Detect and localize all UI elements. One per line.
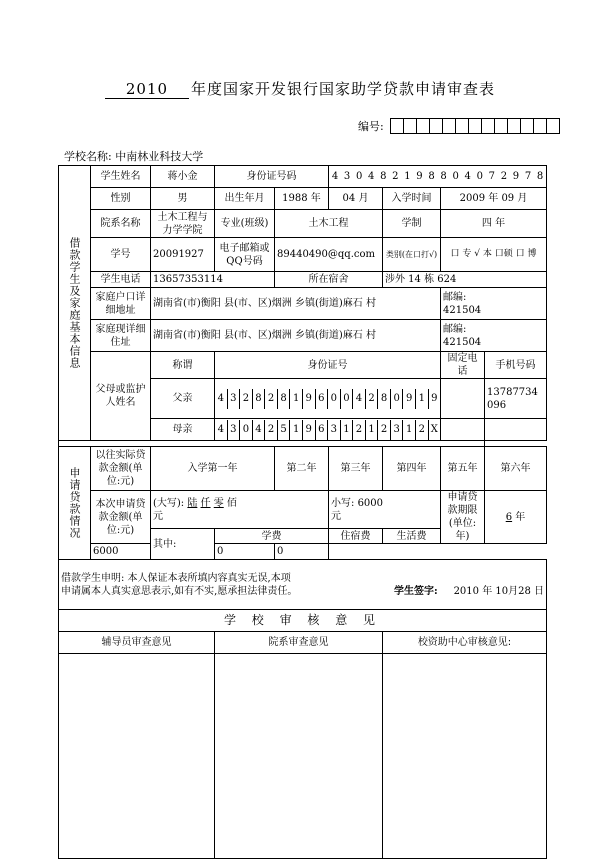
label-tuition: 学费: [215, 529, 329, 544]
prev-year-4: 第四年: [383, 447, 441, 491]
father-id-digit-7: 1: [290, 389, 303, 409]
father-id-digit-14: 8: [378, 389, 391, 409]
label-phone: 学生电话: [91, 272, 151, 288]
application-table: [58, 165, 547, 859]
review-center-space[interactable]: [383, 654, 547, 859]
serial-boxes[interactable]: [390, 118, 560, 134]
label-fixed-phone: 固定电话: [441, 352, 485, 379]
father-id-digit-18: 9: [431, 392, 438, 404]
prev-year-3: 第三年: [329, 447, 383, 491]
enroll-date: 2009 年 09 月: [441, 188, 547, 210]
declaration: [59, 560, 547, 610]
mother-id-digit-14: 2: [378, 420, 391, 440]
birth-month: 04 月: [329, 188, 383, 210]
student-id-digit-12: 4: [464, 171, 471, 182]
mother-id-digit-6: 5: [278, 420, 291, 440]
prev-year-5: 第五年: [441, 447, 485, 491]
mother-id-digit-4: 4: [253, 420, 266, 440]
student-id-digit-2: 3: [343, 171, 351, 182]
title-text: 年度国家开发银行国家助学贷款申请审查表: [190, 80, 495, 98]
father-id-digit-6: 8: [278, 389, 291, 409]
father-id-digit-13: 2: [366, 389, 379, 409]
label-dorm-fee: 住宿费: [329, 529, 383, 544]
mother-id-digit-8: 9: [303, 420, 316, 440]
section-loan-info: 申请贷款情况: [59, 447, 91, 560]
tuition-value: 6000: [91, 544, 215, 560]
mother-id-digit-5: 2: [265, 420, 278, 440]
mother-id-digit-1: 4: [215, 420, 228, 440]
father-id-digit-15: 0: [391, 389, 404, 409]
loan-small-amount: 小写: 6000 元: [329, 491, 441, 529]
parent-father-title: 父亲: [151, 379, 215, 419]
review-title: 学 校 审 核 意 见: [59, 610, 547, 632]
mother-id-digit-16: 1: [403, 420, 416, 440]
student-id-digit-8: 9: [416, 171, 423, 182]
student-id-digit-4: 4: [368, 171, 375, 182]
student-id-digit-3: 0: [355, 171, 363, 182]
father-id-digit-9: 6: [316, 389, 329, 409]
student-id-digit-9: 8: [428, 171, 435, 182]
sign-date: 2010 年 10月28 日: [453, 585, 544, 597]
father-id-digit-8: 9: [303, 389, 316, 409]
label-living: 生活费: [383, 529, 441, 544]
parent-father-mobile: 13787734096: [485, 379, 547, 419]
label-loan-term: 申请贷款期限(单位:年): [441, 491, 485, 544]
father-id-digit-5: 2: [265, 389, 278, 409]
home-now-address: 湖南省(市)衡阳 县(市、区)烟洲 乡镇(街道)麻石 村: [151, 320, 441, 352]
parent-father-fixed-phone: [441, 379, 485, 419]
review-counselor-space[interactable]: [59, 654, 215, 859]
serial-label: 编号:: [358, 120, 384, 133]
student-id-digit-1: 4: [331, 171, 339, 182]
dept-name: 土木工程与力学学院: [151, 210, 215, 238]
label-gender: 性别: [91, 188, 151, 210]
mother-id-digit-12: 2: [353, 420, 366, 440]
father-id-digit-3: 2: [240, 389, 253, 409]
email-value: 89440490@qq.com: [275, 238, 383, 272]
student-id-digit-17: 7: [524, 171, 532, 182]
home-reg-address: 湖南省(市)衡阳 县(市、区)烟洲 乡镇(街道)麻石 村: [151, 288, 441, 320]
label-email: 电子邮箱或QQ号码: [215, 238, 275, 272]
mother-id-digit-15: 3: [391, 420, 404, 440]
parent-mother-fixed-phone: [441, 419, 485, 441]
prev-year-6: 第六年: [485, 447, 547, 491]
label-home-reg: 家庭户口详细地址: [91, 288, 151, 320]
mother-id-digit-17: 2: [416, 420, 429, 440]
label-major: 专业(班级): [215, 210, 275, 238]
label-duration: 学制: [383, 210, 441, 238]
father-id-digit-17: 1: [416, 389, 429, 409]
birth-year: 1988 年: [275, 188, 329, 210]
label-student-no: 学号: [91, 238, 151, 272]
parent-mother-id: [215, 419, 441, 441]
student-name: 蒋小金: [151, 166, 215, 188]
student-id: [329, 166, 547, 188]
label-dept: 院系名称: [91, 210, 151, 238]
duration-value: 四 年: [441, 210, 547, 238]
label-birth: 出生年月: [215, 188, 275, 210]
category-value: 口 专 √ 本 口硕 口 博: [441, 238, 547, 272]
mother-id-digit-9: 6: [316, 420, 329, 440]
declaration-line-2: 申请属本人真实意思表示,如有不实,愿承担法律责任。: [61, 585, 298, 597]
review-department: 院系审查意见: [215, 632, 383, 654]
mother-id-digit-7: 1: [290, 420, 303, 440]
label-id-col: 身份证号: [215, 352, 441, 379]
prev-year-2: 第二年: [275, 447, 329, 491]
serial-number: [358, 118, 560, 134]
review-counselor: 辅导员审查意见: [59, 632, 215, 654]
parent-mother-title: 母亲: [151, 419, 215, 441]
student-id-digit-16: 9: [512, 171, 520, 182]
label-home-now: 家庭现详细住址: [91, 320, 151, 352]
student-id-digit-10: 8: [440, 171, 447, 182]
student-id-digit-18: 8: [536, 171, 544, 182]
mother-id-digit-13: 1: [366, 420, 379, 440]
label-among: 其中:: [151, 529, 215, 560]
label-prev-loan: 以往实际贷款金额(单位:元): [91, 447, 151, 491]
label-name: 学生姓名: [91, 166, 151, 188]
father-id-digit-12: 4: [353, 389, 366, 409]
label-mobile: 手机号码: [485, 352, 547, 379]
label-category: 类别(在口打√): [383, 238, 441, 272]
title-year: 2010: [105, 80, 189, 99]
mother-id-digit-18: X: [430, 423, 438, 435]
home-reg-postcode: 邮编: 421504: [441, 288, 547, 320]
student-gender: 男: [151, 188, 215, 210]
student-id-digit-11: 0: [452, 171, 459, 182]
declaration-line-1: 借款学生申明: 本人保证本表所填内容真实无误,本项: [61, 572, 291, 584]
student-id-digit-15: 2: [500, 171, 508, 182]
parent-father-id: [215, 379, 441, 419]
dorm-fee-value: 0: [215, 544, 275, 560]
student-id-digit-13: 0: [476, 171, 483, 182]
label-parents: 父母或监护人姓名: [91, 352, 151, 441]
sign-label: 学生签字:: [393, 585, 438, 597]
student-id-digit-6: 2: [392, 171, 399, 182]
section-student-info: 借款学生及家庭基本信息: [59, 166, 91, 441]
dorm-value: 涉外 14 栋 624: [383, 272, 547, 288]
review-center: 校资助中心审核意见:: [383, 632, 547, 654]
review-department-space[interactable]: [215, 654, 383, 859]
label-title-col: 称谓: [151, 352, 215, 379]
label-cur-loan: 本次申请贷款金额(单位:元): [91, 491, 151, 544]
major-name: 土木工程: [275, 210, 383, 238]
mother-id-digit-10: 3: [328, 420, 341, 440]
father-id-digit-1: 4: [215, 389, 228, 409]
parent-mother-mobile: [485, 419, 547, 441]
mother-id-digit-11: 1: [341, 420, 354, 440]
mother-id-digit-2: 3: [228, 420, 241, 440]
mother-id-digit-3: 0: [240, 420, 253, 440]
student-id-digit-5: 8: [380, 171, 387, 182]
loan-big-amount: (大写): 陆 仟 零 佰 元: [151, 491, 329, 529]
father-id-digit-16: 9: [403, 389, 416, 409]
father-id-digit-2: 3: [228, 389, 241, 409]
student-id-digit-14: 7: [488, 171, 496, 182]
home-now-postcode: 邮编: 421504: [441, 320, 547, 352]
father-id-digit-4: 8: [253, 389, 266, 409]
school-name: 学校名称: 中南林业科技大学: [64, 150, 204, 163]
father-id-digit-10: 0: [328, 389, 341, 409]
label-enroll: 入学时间: [383, 188, 441, 210]
living-value: 0: [275, 544, 329, 560]
student-no: 20091927: [151, 238, 215, 272]
label-dorm: 所在宿舍: [275, 272, 383, 288]
label-id: 身份证号码: [215, 166, 329, 188]
form-title: [0, 78, 600, 99]
father-id-digit-11: 0: [341, 389, 354, 409]
loan-term: 6 年: [485, 491, 547, 544]
student-id-digit-7: 1: [404, 171, 411, 182]
phone-value: 13657353114: [151, 272, 275, 288]
prev-year-1: 入学第一年: [151, 447, 275, 491]
